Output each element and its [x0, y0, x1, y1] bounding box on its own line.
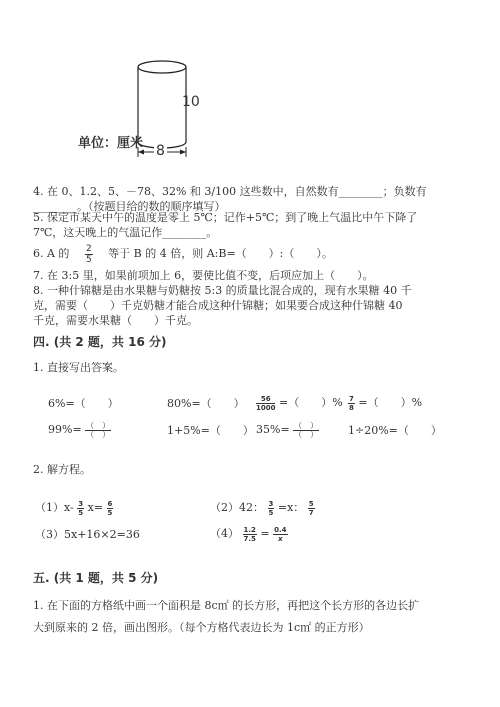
fraction-denominator: 5	[85, 254, 92, 265]
fraction-numerator: 5	[308, 499, 314, 508]
answer-35-percent	[256, 418, 319, 442]
equation-prefix: （1）x-	[35, 501, 74, 514]
fraction-numerator: 2	[85, 243, 92, 254]
section-5-title: 五. (共 1 题，共 5 分)	[33, 571, 159, 585]
question-5-line-2: 7℃，这天晚上的气温记作________。	[33, 226, 218, 239]
equation-1	[35, 496, 113, 520]
answer-7-over-8	[348, 391, 422, 415]
section-4-question-1: 1. 直接写出答案。	[33, 361, 124, 374]
section-4-title: 四. (共 2 题，共 16 分)	[33, 335, 167, 349]
question-6-fraction	[85, 244, 93, 265]
question-4-line-2: ________。（按题目给的数的顺序填写）	[33, 200, 226, 213]
question-6-suffix: 等于 B 的 4 倍，则 A:B=（ ）:（ ）。	[108, 247, 333, 260]
answer-80-percent: 80%=（ ）	[167, 397, 245, 410]
fraction-denominator: 5	[78, 508, 84, 517]
fraction-denominator: 7.5	[243, 534, 256, 543]
question-8-line-1: 8. 一种什锦糖是由水果糖与奶糖按 5:3 的质量比混合成的，现有水果糖 40 千	[33, 284, 412, 297]
answer-6-percent: 6%=（ ）	[48, 397, 119, 410]
width-dim-right-arrow	[180, 150, 186, 155]
question-8-line-3: 千克，需要水果糖（ ）千克。	[33, 314, 198, 327]
answer-56-over-1000	[256, 391, 343, 415]
equation-middle: =x：	[277, 501, 305, 514]
question-7: 7. 在 3:5 里，如果前项加上 6，要使比值不变，后项应加上（ ）。	[33, 269, 374, 282]
equation-middle: x=	[87, 501, 104, 514]
fraction-3-5	[77, 500, 84, 517]
fraction-7-8	[348, 395, 355, 412]
equation-prefix: （2）42：	[210, 501, 264, 514]
unit-label: 单位：厘米	[78, 136, 144, 151]
question-6-prefix: 6. A 的	[33, 247, 70, 260]
fraction-5-7	[308, 500, 315, 517]
answer-1-div-20-percent: 1÷20%=（ ）	[348, 424, 442, 437]
width-label: 8	[156, 143, 165, 159]
question-8-line-2: 克，需要（ ）千克奶糖才能合成这种什锦糖；如果要合成这种什锦糖 40	[33, 299, 403, 312]
fraction-1.2-7.5	[243, 526, 257, 543]
blank-fraction	[293, 422, 319, 439]
equation-2	[210, 496, 315, 520]
equation-middle: =	[260, 527, 270, 540]
cylinder-top-ellipse	[138, 61, 186, 73]
answer-prefix: 35%=	[256, 423, 290, 436]
question-4-line-1: 4. 在 0、1.2、5、－78、32% 和 3/100 这些数中，自然数有________；负数有	[33, 185, 427, 198]
fraction-numerator: （ ）	[86, 420, 111, 430]
fraction-numerator: 56	[256, 395, 275, 404]
equation-prefix: （4）	[210, 527, 239, 540]
fraction-denominator: 7	[308, 508, 314, 517]
answer-suffix: =（ ）%	[358, 396, 423, 409]
height-label: 10	[182, 94, 200, 110]
question-5-line-1: 5. 保定市某天中午的温度是零上 5℃；记作+5℃；到了晚上气温比中午下降了	[33, 211, 418, 224]
blank-fraction	[85, 422, 111, 439]
fraction-denominator: （ ）	[86, 429, 111, 439]
fraction-numerator: （ ）	[294, 420, 319, 430]
fraction-numerator: 1.2	[243, 525, 256, 534]
fraction-numerator: 6	[107, 499, 113, 508]
fraction-denominator: 1000	[256, 403, 276, 412]
fraction-numerator: 3	[78, 499, 84, 508]
equation-3: （3）5x+16×2=36	[35, 528, 140, 541]
fraction-3-5	[268, 500, 275, 517]
fraction-numerator: 7	[349, 394, 354, 403]
answer-suffix: =（ ）%	[278, 396, 343, 409]
fraction-numerator: 3	[268, 499, 274, 508]
section-4-question-2: 2. 解方程。	[33, 463, 91, 476]
fraction-denominator: 8	[349, 403, 354, 412]
answer-1-plus-5-percent: 1+5%=（ ）	[167, 424, 254, 437]
fraction-denominator: 5	[268, 508, 274, 517]
section-5-question-1-line-1: 1. 在下面的方格纸中画一个面积是 8c㎡ 的长方形，再把这个长方形的各边长扩	[33, 599, 420, 612]
fraction-denominator: （ ）	[294, 429, 319, 439]
fraction-denominator: 5	[107, 508, 113, 517]
fraction-6-5	[107, 500, 114, 517]
fraction-denominator: x	[278, 534, 283, 543]
section-5-question-1-line-2: 大到原来的 2 倍，画出图形。（每个方格代表边长为 1c㎡ 的正方形）	[33, 621, 370, 634]
fraction-56-1000	[256, 395, 275, 412]
equation-4	[210, 522, 288, 546]
fraction-numerator: 0.4	[274, 525, 287, 534]
answer-prefix: 99%=	[48, 423, 82, 436]
question-6	[33, 242, 333, 266]
fraction-0.4-x	[273, 526, 287, 543]
answer-99-percent	[48, 418, 111, 442]
